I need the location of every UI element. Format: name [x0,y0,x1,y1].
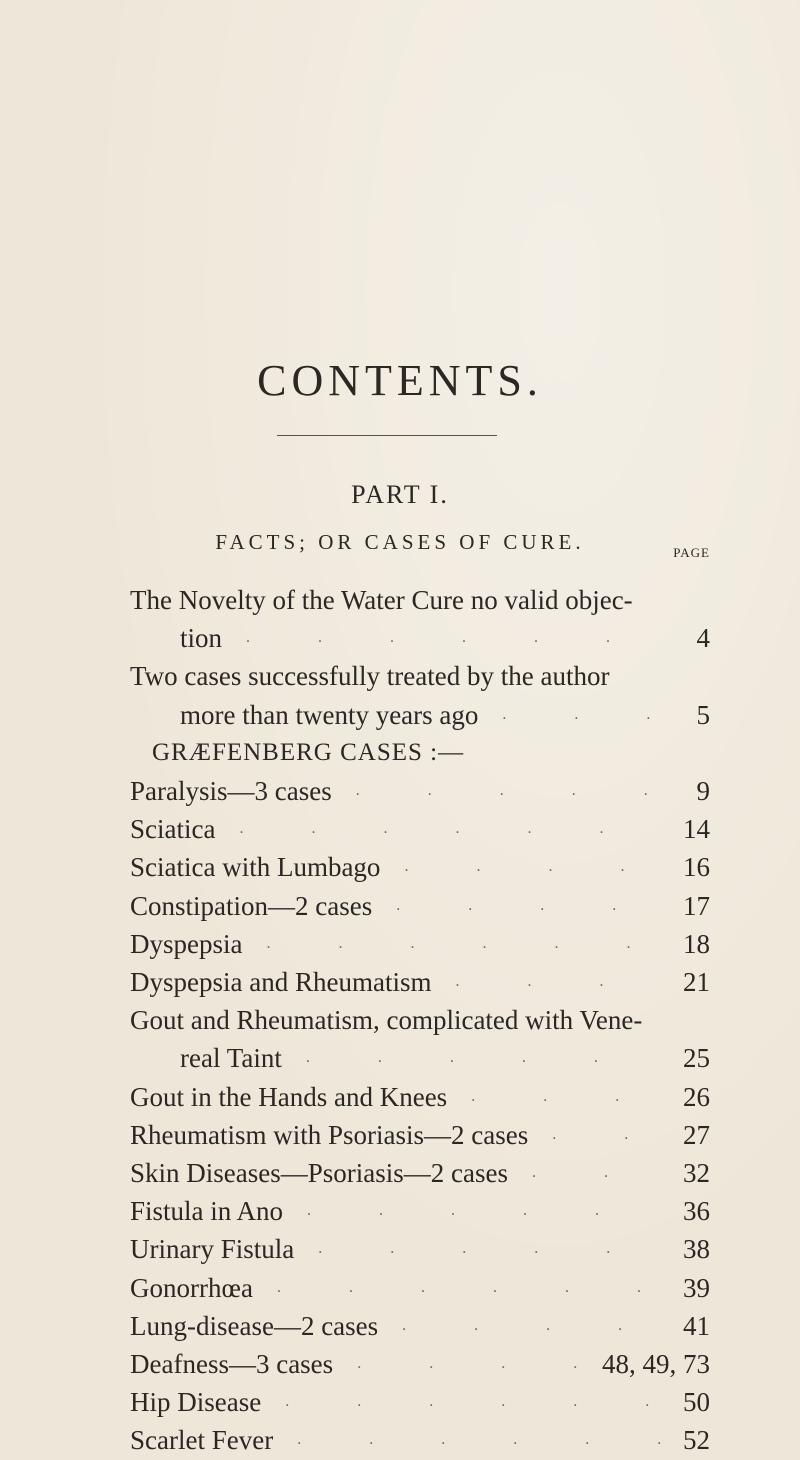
leader-dot: . [338,934,343,952]
leader-dot: . [285,1393,290,1411]
entry-title: Sciatica [130,814,216,845]
leader-dot: . [276,1278,281,1296]
leader-dot: . [593,1049,598,1067]
leader-dot: . [501,1393,506,1411]
leader-dot: . [246,629,251,647]
entry-page-number: 39 [683,1272,710,1303]
entry-page-number: 36 [683,1196,710,1227]
entry-page-number: 26 [683,1081,710,1112]
entry-page-number: 4 [696,623,710,654]
leader-dot: . [573,1393,578,1411]
leader-dot: . [383,820,388,838]
entry-title: Two cases successfully treated by the author [130,661,610,692]
entry-title: Gout and Rheumatism, complicated with Vene- [130,1005,643,1036]
leader-dot: . [239,820,244,838]
leader-dot: . [455,973,460,990]
leader-dot: . [455,820,460,838]
entry-title: Rheumatism with Psoriasis—2 cases [130,1119,529,1150]
entry-page-number: 5 [696,699,710,730]
leader-dot: . [369,1431,374,1449]
leader-dot: . [492,1278,497,1296]
entry-title: Dyspepsia and Rheumatism [130,967,432,997]
entry-page-number: 50 [683,1387,710,1418]
leader-dot: . [396,896,401,914]
leader-dot: . [540,896,545,914]
contents-entry-line [130,1118,710,1152]
leader-dot: . [513,1431,518,1449]
leader-dot: . [449,1049,454,1067]
leader-dot: . [390,629,395,647]
part-subtitle: FACTS; OR CASES OF CURE. [215,530,585,554]
leader-dot: . [410,934,415,952]
contents-entry-line [180,1041,710,1075]
contents-entry-line [180,621,710,655]
contents-entry-line [130,1423,710,1457]
leader-dot: . [527,820,532,838]
leader-dot: . [441,1431,446,1449]
leader-dot: . [429,1355,434,1372]
leader-dot: . [357,1393,362,1411]
leader-dot: . [636,1278,641,1296]
leader-dot: . [266,934,271,952]
leader-dot: . [548,858,553,876]
page-column-label: PAGE [673,545,710,560]
contents-entry-line [130,965,710,999]
entry-title: Paralysis—3 cases [130,776,332,806]
leader-dot: . [307,1202,312,1220]
leader-dot: . [595,1202,600,1220]
leader-dot: . [429,1393,434,1411]
contents-entry-line [130,1385,710,1419]
leader-dot: . [626,934,631,952]
entry-title: Hip Disease [130,1387,262,1418]
part-heading: PART I. [351,480,449,509]
leader-dot: . [357,1355,362,1372]
leader-dot: . [606,1240,611,1258]
leader-dot: . [546,1316,551,1334]
entry-page-number: 21 [683,967,710,997]
entry-title: Fistula in Ano [130,1196,284,1227]
entry-page-number: 16 [683,852,710,883]
leader-dot: . [624,1125,629,1143]
leader-dot: . [462,1240,467,1258]
leader-dot: . [573,1355,578,1372]
leader-dot: . [603,1164,608,1181]
entry-title: Constipation—2 cases [130,890,373,921]
contents-entry-line [130,850,710,884]
leader-dot: . [534,1240,539,1258]
leader-dot: . [523,1202,528,1220]
entry-title: tion [180,623,223,654]
entry-title: Dyspepsia [130,928,243,959]
leader-dot: . [474,1316,479,1334]
entry-title: Urinary Fistula [130,1234,295,1265]
entry-title: Sciatica with Lumbago [130,852,381,883]
contents-entry-line [130,1156,710,1190]
leader-dot: . [377,1049,382,1067]
contents-entry-line [130,774,710,808]
contents-entry-line [130,812,710,846]
entry-page-number: 9 [696,776,710,806]
leader-dot: . [554,934,559,952]
entry-page-number: 32 [683,1158,710,1188]
leader-dot: . [599,973,604,990]
leader-dot: . [402,1316,407,1334]
leader-dot: . [318,1240,323,1258]
leader-dot: . [468,896,473,914]
leader-dot: . [534,629,539,647]
leader-dot: . [618,1316,623,1334]
leader-dot: . [599,820,604,838]
leader-dot: . [585,1431,590,1449]
entry-page-number: 25 [683,1043,710,1074]
leader-dot: . [606,629,611,647]
leader-dot: . [620,858,625,876]
leader-dot: . [404,858,409,876]
leader-dot: . [379,1202,384,1220]
entry-page-number: 48, 49, 73 [602,1349,710,1379]
entry-page-number: 38 [683,1234,710,1265]
leader-dot: . [355,782,360,799]
contents-entry-line [130,927,710,961]
entry-title: Deafness—3 cases [130,1349,334,1379]
leader-dot: . [305,1049,310,1067]
contents-entry-line [130,1080,710,1114]
contents-entry-line [130,1271,710,1305]
leader-dot: . [427,782,432,799]
contents-entry-line [130,1309,710,1343]
contents-entry-line [130,1347,710,1381]
leader-dot: . [471,1087,476,1105]
leader-dot: . [643,782,648,799]
entry-page-number: 41 [683,1310,710,1341]
entry-title: Gonorrhœa [130,1272,253,1303]
contents-entry-line [130,659,710,693]
entry-page-number: 17 [683,890,710,921]
leader-dot: . [543,1087,548,1105]
entry-page-number: 14 [683,814,710,845]
entry-title: Gout in the Hands and Knees [130,1081,448,1112]
contents-entry-line [130,1194,710,1228]
leader-dot: . [451,1202,456,1220]
entry-title: Skin Diseases—Psoriasis—2 cases [130,1158,508,1188]
entry-page-number: 18 [683,928,710,959]
entry-title: Scarlet Fever [130,1425,274,1456]
leader-dot: . [462,629,467,647]
entry-page-number: 52 [683,1425,710,1456]
leader-dot: . [501,1355,506,1372]
entry-page-number: 27 [683,1119,710,1150]
leader-dot: . [657,1431,662,1449]
leader-dot: . [612,896,617,914]
leader-dot: . [646,705,651,723]
leader-dot: . [311,820,316,838]
leader-dot: . [645,1393,650,1411]
contents-entry-line [130,1232,710,1266]
leader-dot: . [502,705,507,723]
leader-dot: . [615,1087,620,1105]
contents-entry-line [130,583,710,617]
leader-dot: . [390,1240,395,1258]
leader-dot: . [574,705,579,723]
leader-dot: . [499,782,504,799]
entry-title: The Novelty of the Water Cure no valid objec- [130,585,633,615]
leader-dot: . [531,1164,536,1181]
entry-title: Lung-disease—2 cases [130,1310,379,1341]
contents-entry-line [180,698,710,732]
entry-title: real Taint [180,1043,282,1074]
contents-entry-line [130,889,710,923]
section-heading: GRÆFENBERG CASES :— [152,738,465,766]
leader-dot: . [552,1125,557,1143]
entry-title: more than twenty years ago [180,699,479,730]
leader-dot: . [476,858,481,876]
leader-dot: . [527,973,532,990]
leader-dot: . [297,1431,302,1449]
leader-dot: . [482,934,487,952]
leader-dot: . [348,1278,353,1296]
leader-dot: . [420,1278,425,1296]
leader-dot: . [571,782,576,799]
page-title: CONTENTS. [257,356,543,405]
contents-entry-line [130,1003,710,1037]
leader-dot: . [521,1049,526,1067]
leader-dot: . [318,629,323,647]
leader-dot: . [564,1278,569,1296]
